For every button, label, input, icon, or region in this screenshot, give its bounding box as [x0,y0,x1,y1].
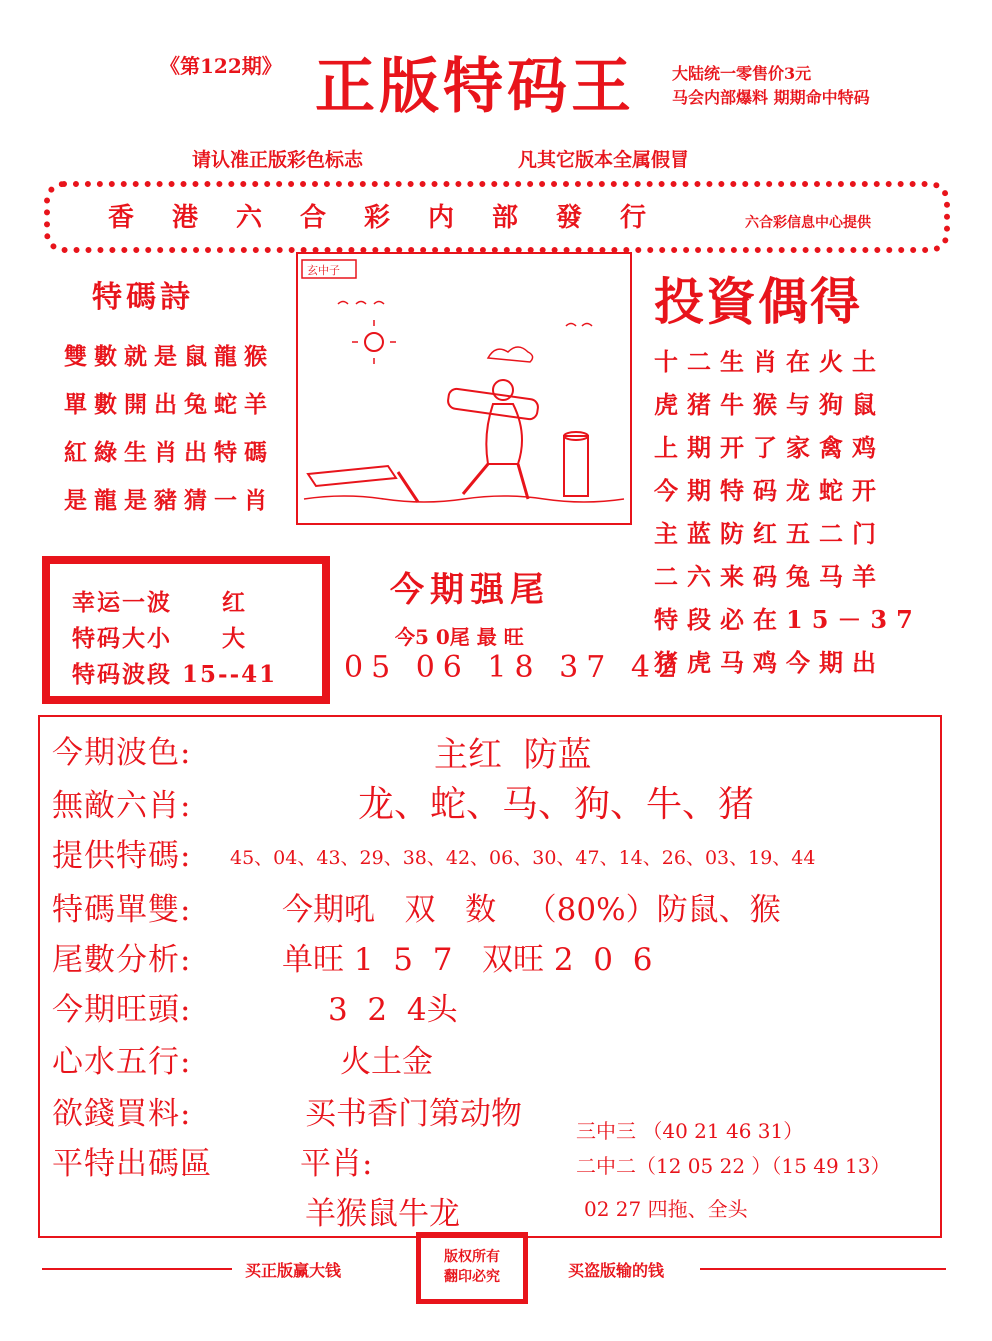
lucky-value: 15--41 [182,661,278,688]
footer-rule-left [42,1268,232,1270]
five-elements-value: 火土金 [340,1044,433,1080]
invest-line: 虎猪牛猴与狗鼠 [654,390,885,419]
head-value: 3 2 4头 [328,992,458,1028]
lucky-row [72,620,247,653]
odd-even-value: 今期吼 双 数 （80%）防鼠、猴 [282,892,781,928]
buy-label: 欲錢買料: [52,1096,192,1132]
strong-tail-title: 今期强尾 [390,570,550,610]
three-in-three: 三中三 （40 21 46 31） [576,1119,804,1143]
poem-line: 雙數就是鼠龍猴 [64,343,274,370]
invest-line: 今期特码龙蛇开 [654,476,885,505]
footer-right-text: 买盗版输的钱 [568,1261,665,1280]
special-code-label: 提供特碼: [52,838,192,874]
strong-tail-numbers: 05 06 18 37 42 [344,650,686,678]
issue-number: 《第122期》 [160,54,282,78]
flat-zone-label: 平特出碼區 [52,1146,212,1182]
buy-value: 买书香门第动物 [305,1096,522,1132]
price-line-1: 大陆统一零售价3元 [672,64,812,83]
notice-right: 凡其它版本全属假冒 [518,149,690,171]
price-info [672,62,870,110]
flat-zone-value: 羊猴鼠牛龙 [305,1196,460,1232]
poem-line: 單數開出兔蛇羊 [64,391,274,418]
picture-caption: 玄中子 [307,264,340,277]
footer-rule-right [700,1268,946,1270]
lucky-label: 幸运一波 [72,589,172,616]
flat-zone-sub: 平肖: [300,1146,373,1182]
head-label: 今期旺頭: [52,992,192,1028]
invest-title: 投資偶得 [654,272,862,331]
invest-line: 猪虎马鸡今期出 [654,648,885,677]
invest-line: 十二生肖在火土 [654,347,885,376]
info-center-text: 六合彩信息中心提供 [745,215,871,231]
color-label: 今期波色: [52,735,192,771]
lucky-value: 红 [222,589,248,616]
two-in-two: 二中二（12 05 22 ）（15 49 13） [576,1154,891,1178]
invest-line: 上期开了家禽鸡 [654,433,885,462]
invest-line: 特段必在15－37 [654,605,922,634]
four-drag: 02 27 四拖、全头 [584,1197,748,1221]
lucky-row [72,584,247,617]
illustration-frame [296,252,632,525]
publisher-text: 香港六合彩内部發行 [108,203,685,233]
tail-analysis-label: 尾數分析: [52,942,192,978]
copyright-line-2: 翻印必究 [444,1269,500,1285]
poem-line: 是龍是豬猜一肖 [64,487,274,514]
woodcutter-illustration [298,254,630,523]
poem-line: 紅綠生肖出特碼 [64,439,274,466]
six-zodiac-value: 龙、蛇、马、狗、牛、猪 [358,784,755,825]
lucky-row [72,656,277,689]
footer-left-text: 买正版赢大钱 [245,1261,342,1280]
strong-tail-subtitle: 今5 0尾 最 旺 [395,625,524,649]
lucky-label: 特码波段 [72,661,172,688]
price-line-2: 马会内部爆料 期期命中特码 [672,88,870,107]
invest-line: 二六来码兔马羊 [654,562,885,591]
copyright-line-1: 版权所有 [444,1249,500,1265]
copyright-box [416,1232,528,1304]
five-elements-label: 心水五行: [52,1044,192,1080]
invest-line: 主蓝防红五二门 [654,519,885,548]
six-zodiac-label: 無敵六肖: [52,788,192,824]
notice-left: 请认准正版彩色标志 [192,149,364,171]
poem-title: 特碼詩 [92,280,194,315]
odd-even-label: 特碼單雙: [52,892,192,928]
special-code-value: 45、04、43、29、38、42、06、30、47、14、26、03、19、44 [230,847,816,869]
page-title: 正版特码王 [315,52,635,122]
tail-analysis-value: 单旺 1 5 7 双旺 2 0 6 [282,942,653,978]
color-value: 主红 防蓝 [434,735,592,775]
lucky-value: 大 [222,625,248,652]
lucky-label: 特码大小 [72,625,172,652]
